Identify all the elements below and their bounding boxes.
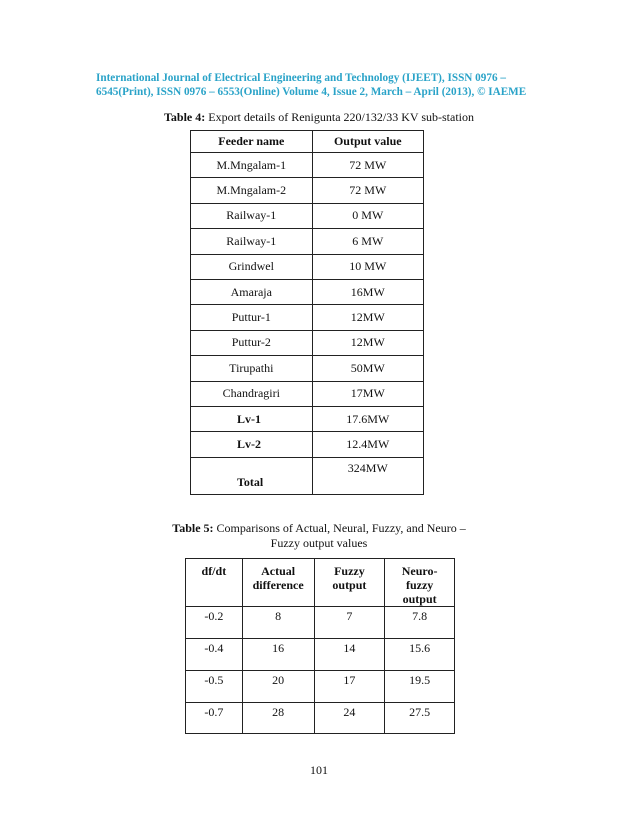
export-details-table — [190, 130, 424, 495]
table-cell: 24 — [314, 703, 385, 734]
column-header: df/dt — [186, 559, 243, 607]
column-header-feeder-name: Feeder name — [191, 131, 313, 153]
table-row — [191, 153, 424, 178]
table-row — [186, 639, 455, 671]
table-row — [191, 279, 424, 304]
table5-caption-text-line1: Comparisons of Actual, Neural, Fuzzy, and Neuro – — [213, 521, 466, 535]
table-cell: -0.2 — [186, 607, 243, 639]
output-value-cell: 0 MW — [312, 203, 423, 228]
comparison-table — [185, 558, 455, 734]
column-header: Neuro- fuzzy output — [385, 559, 455, 607]
table-row — [191, 356, 424, 381]
table-row — [191, 330, 424, 355]
feeder-name-cell: Grindwel — [191, 254, 313, 279]
column-header: Fuzzy output — [314, 559, 385, 607]
feeder-name-cell: Puttur-2 — [191, 330, 313, 355]
table5-caption-text-line2: Fuzzy output values — [270, 536, 368, 550]
table4-caption — [140, 110, 498, 125]
table-row — [191, 254, 424, 279]
table-row — [191, 203, 424, 228]
table4-caption-label: Table 4: — [164, 110, 206, 124]
table-cell: 17 — [314, 671, 385, 703]
table5-caption — [150, 521, 488, 551]
page-number: 101 — [310, 763, 328, 777]
output-value-cell: 17MW — [312, 381, 423, 406]
table-header-row — [186, 559, 455, 607]
table-row — [186, 607, 455, 639]
output-value-cell: 12MW — [312, 330, 423, 355]
table-cell: 16 — [242, 639, 314, 671]
table-cell: 15.6 — [385, 639, 455, 671]
table-row — [191, 229, 424, 254]
table-cell: 19.5 — [385, 671, 455, 703]
total-label: Total — [191, 457, 313, 494]
feeder-name-cell: Tirupathi — [191, 356, 313, 381]
feeder-name-cell: Amaraja — [191, 279, 313, 304]
total-value: 324MW — [312, 457, 423, 494]
feeder-name-cell: M.Mngalam-2 — [191, 178, 313, 203]
table-cell: 7 — [314, 607, 385, 639]
table-cell: -0.7 — [186, 703, 243, 734]
column-header: Actual difference — [242, 559, 314, 607]
output-value-cell: 72 MW — [312, 153, 423, 178]
feeder-name-cell: Lv-2 — [191, 432, 313, 457]
journal-header-line1: International Journal of Electrical Engineering and Technology (IJEET), ISSN 0976 – — [96, 72, 506, 84]
journal-header — [96, 71, 544, 99]
total-row — [191, 457, 424, 494]
journal-header-line2: 6545(Print), ISSN 0976 – 6553(Online) Volume 4, Issue 2, March – April (2013), © IAEME — [96, 86, 527, 98]
table4-caption-text: Export details of Renigunta 220/132/33 KV sub-station — [205, 110, 474, 124]
output-value-cell: 16MW — [312, 279, 423, 304]
table-cell: 7.8 — [385, 607, 455, 639]
column-header-output-value: Output value — [312, 131, 423, 153]
table-cell: 28 — [242, 703, 314, 734]
table-cell: -0.4 — [186, 639, 243, 671]
table-row — [191, 381, 424, 406]
feeder-name-cell: M.Mngalam-1 — [191, 153, 313, 178]
output-value-cell: 50MW — [312, 356, 423, 381]
table-row — [191, 305, 424, 330]
table5-caption-label: Table 5: — [172, 521, 214, 535]
table-cell: 8 — [242, 607, 314, 639]
feeder-name-cell: Railway-1 — [191, 229, 313, 254]
table-row — [191, 178, 424, 203]
output-value-cell: 72 MW — [312, 178, 423, 203]
feeder-name-cell: Chandragiri — [191, 381, 313, 406]
table-row — [191, 432, 424, 457]
table-row — [186, 703, 455, 734]
table-cell: -0.5 — [186, 671, 243, 703]
output-value-cell: 12MW — [312, 305, 423, 330]
feeder-name-cell: Lv-1 — [191, 406, 313, 431]
output-value-cell: 12.4MW — [312, 432, 423, 457]
table-cell: 20 — [242, 671, 314, 703]
output-value-cell: 6 MW — [312, 229, 423, 254]
feeder-name-cell: Puttur-1 — [191, 305, 313, 330]
table-header-row — [191, 131, 424, 153]
feeder-name-cell: Railway-1 — [191, 203, 313, 228]
table-cell: 27.5 — [385, 703, 455, 734]
output-value-cell: 10 MW — [312, 254, 423, 279]
table-row — [191, 406, 424, 431]
table-cell: 14 — [314, 639, 385, 671]
table-row — [186, 671, 455, 703]
output-value-cell: 17.6MW — [312, 406, 423, 431]
